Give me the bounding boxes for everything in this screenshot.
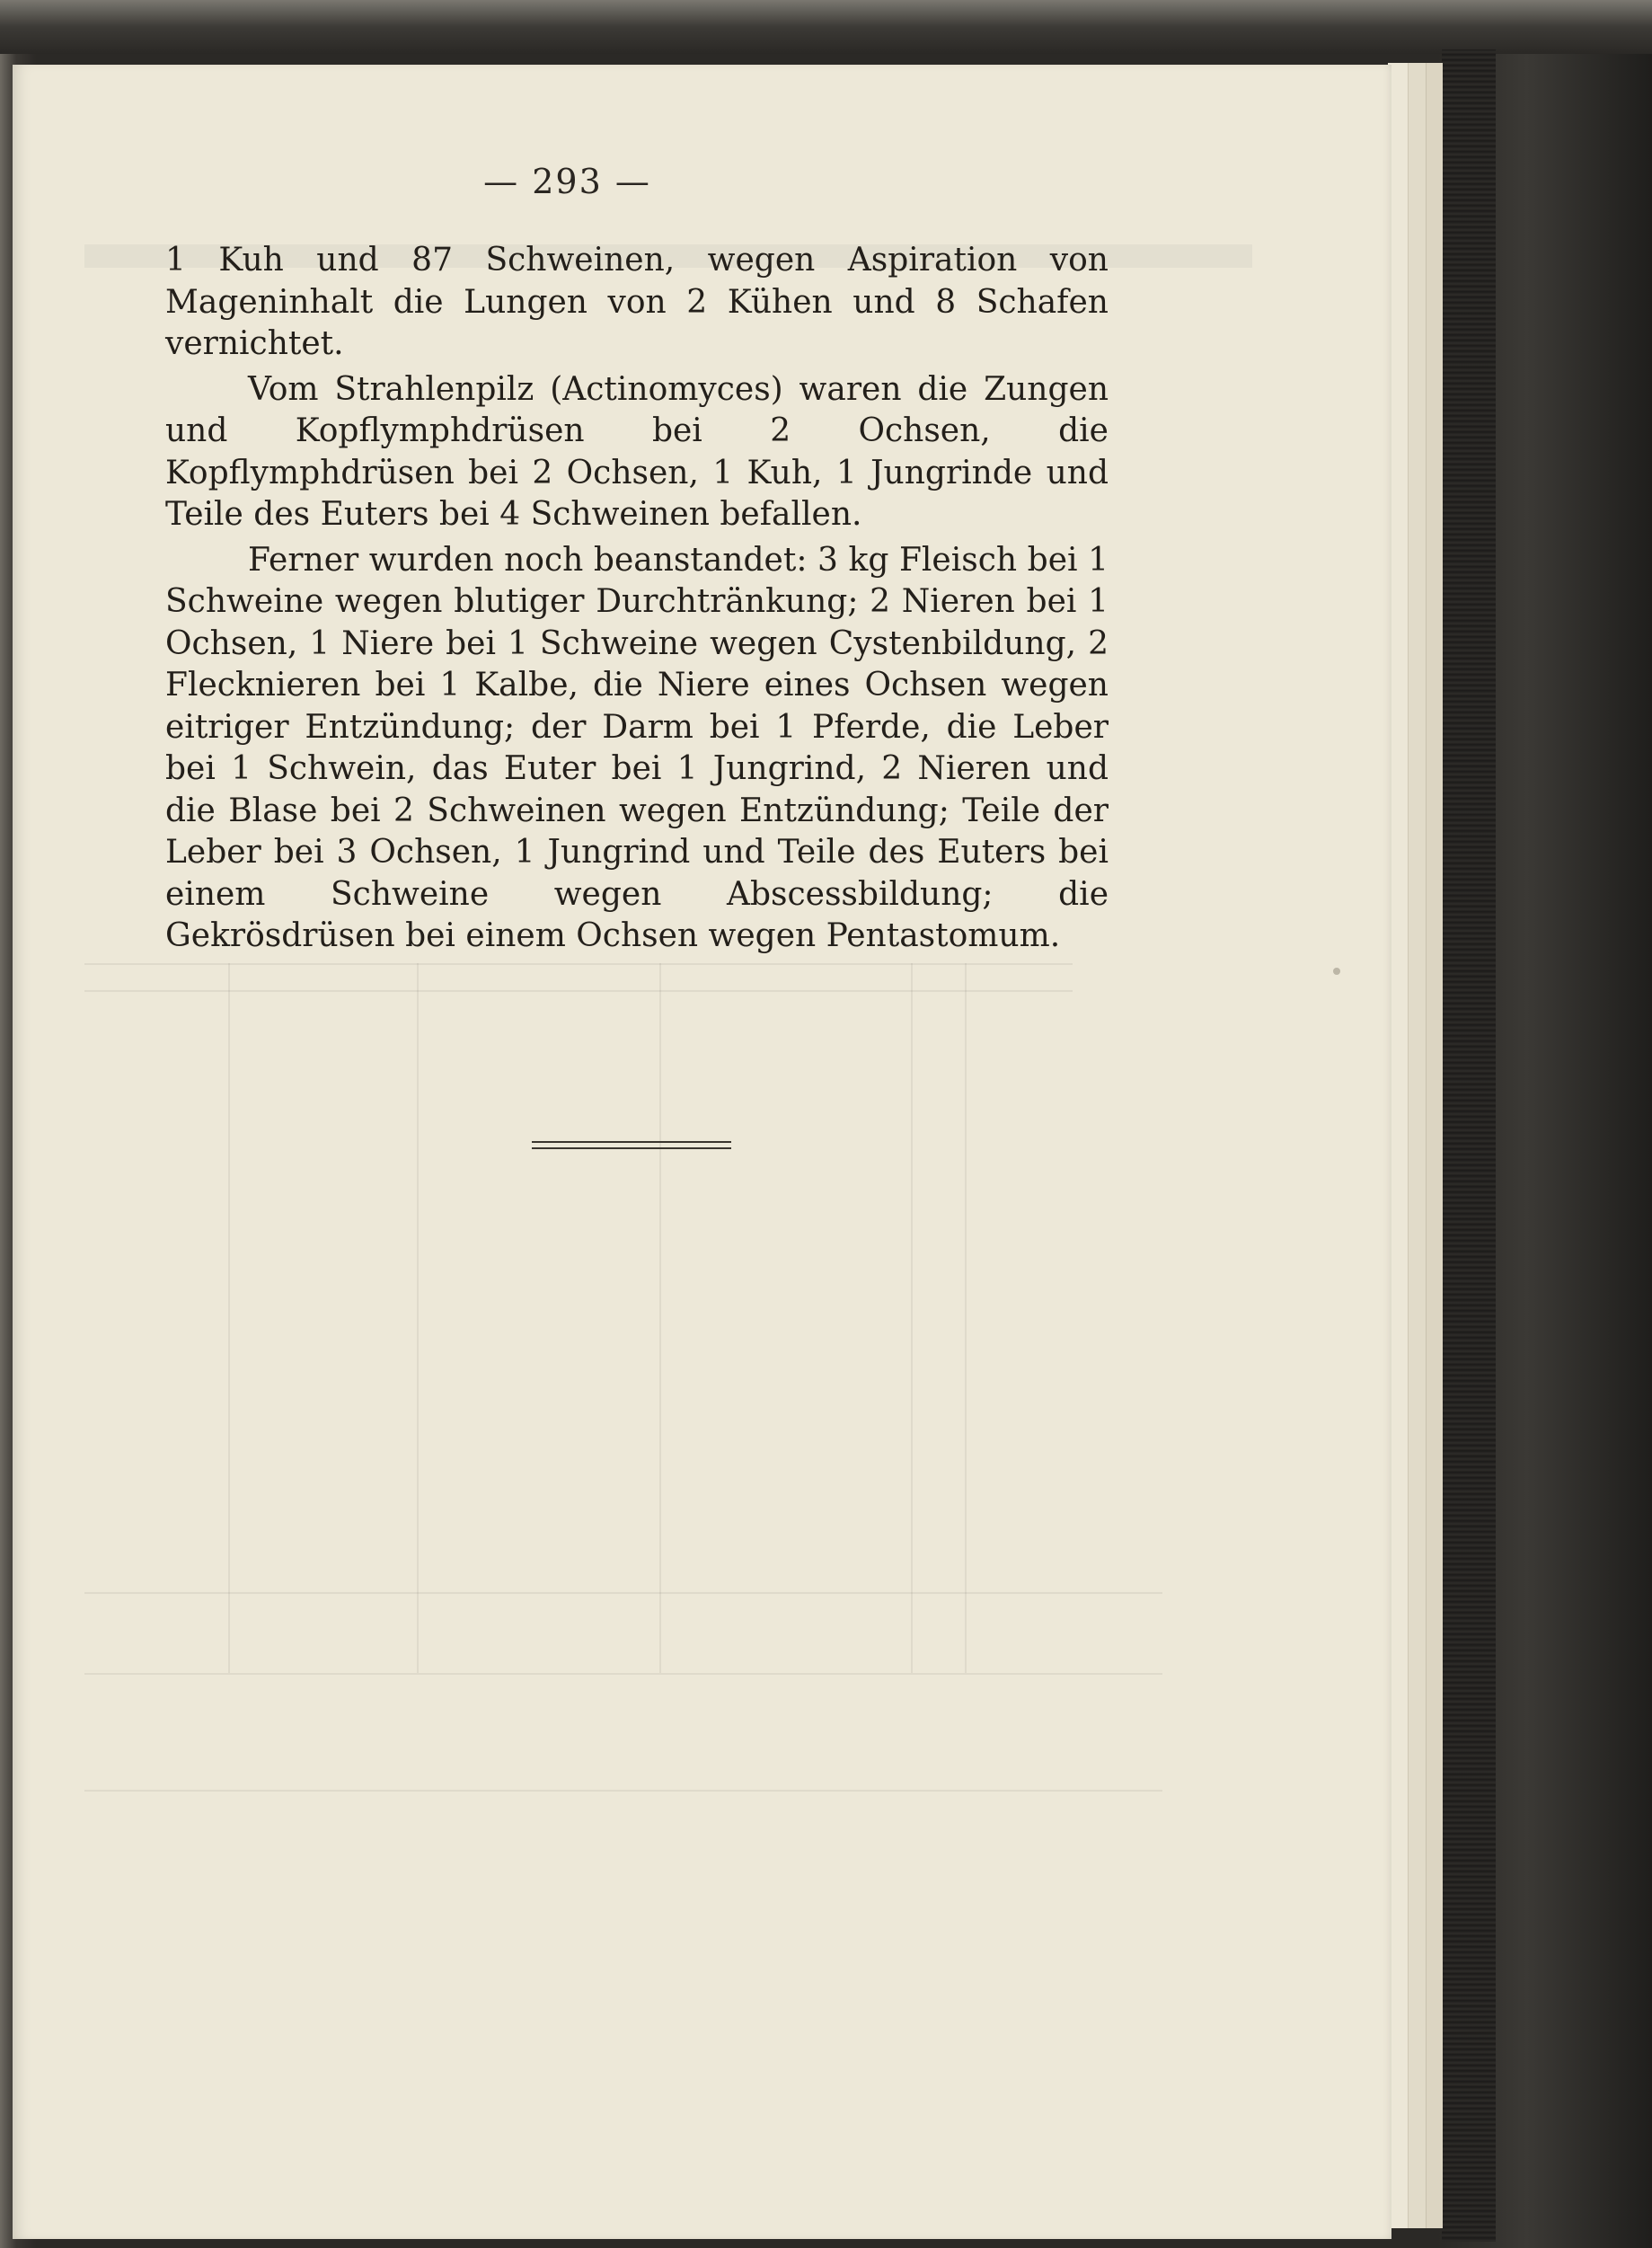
show-through-line — [911, 963, 913, 1673]
page-edge — [1408, 63, 1427, 2228]
book-page — [13, 65, 1391, 2239]
page-number: — 293 — — [483, 162, 651, 201]
book-cover-top — [0, 0, 1652, 54]
paper-speck — [1333, 968, 1340, 975]
section-end-rule — [532, 1141, 731, 1154]
book-spine — [1442, 49, 1496, 2242]
rule-line — [532, 1141, 731, 1143]
show-through-line — [84, 1790, 1162, 1792]
paragraph: 1 Kuh und 87 Schweinen, wegen Aspiration von Mageninhalt die Lungen von 2 Kühen und 8 Schafen vernichtet. — [165, 242, 1109, 362]
paragraph: Vom Strahlenpilz (Actinomyces) waren die Zungen und Kopflymphdrüsen bei 2 Ochsen, die Kopflymphdrüsen bei 2 Ochsen, 1 Kuh, 1 Jungrinde und Teile des Euters bei 4 Schweinen befallen. — [165, 370, 1109, 533]
paragraph: Ferner wurden noch beanstandet: 3 kg Fleisch bei 1 Schweine wegen blutiger Durchtränkung; 2 Nieren bei 1 Ochsen, 1 Niere bei 1 Schweine wegen Cystenbildung, 2 Flecknieren bei 1 Kalbe, die Niere eines Ochsen wegen eitriger Entzündung; der Darm bei 1 Pferde, die Leber bei 1 Schwein, das Euter bei 1 Jungrind, 2 Nieren und die Blase bei 2 Schweinen wegen Entzündung; Teile der Leber bei 3 Ochsen, 1 Jungrind und Teile des Euters bei einem Schweine wegen Abscessbildung; die Gekrösdrüsen bei einem Ochsen wegen Pentastomum. — [165, 541, 1109, 954]
show-through-line — [84, 963, 1073, 965]
body-text — [165, 240, 1109, 958]
page-edge — [1426, 63, 1443, 2228]
show-through-line — [84, 1673, 1162, 1675]
show-through-line — [84, 990, 1073, 992]
show-through-line — [417, 963, 419, 1673]
show-through-line — [965, 963, 967, 1673]
show-through-line — [659, 963, 661, 1673]
show-through-line — [84, 1592, 1162, 1594]
show-through-line — [228, 963, 230, 1673]
rule-line — [532, 1147, 731, 1149]
